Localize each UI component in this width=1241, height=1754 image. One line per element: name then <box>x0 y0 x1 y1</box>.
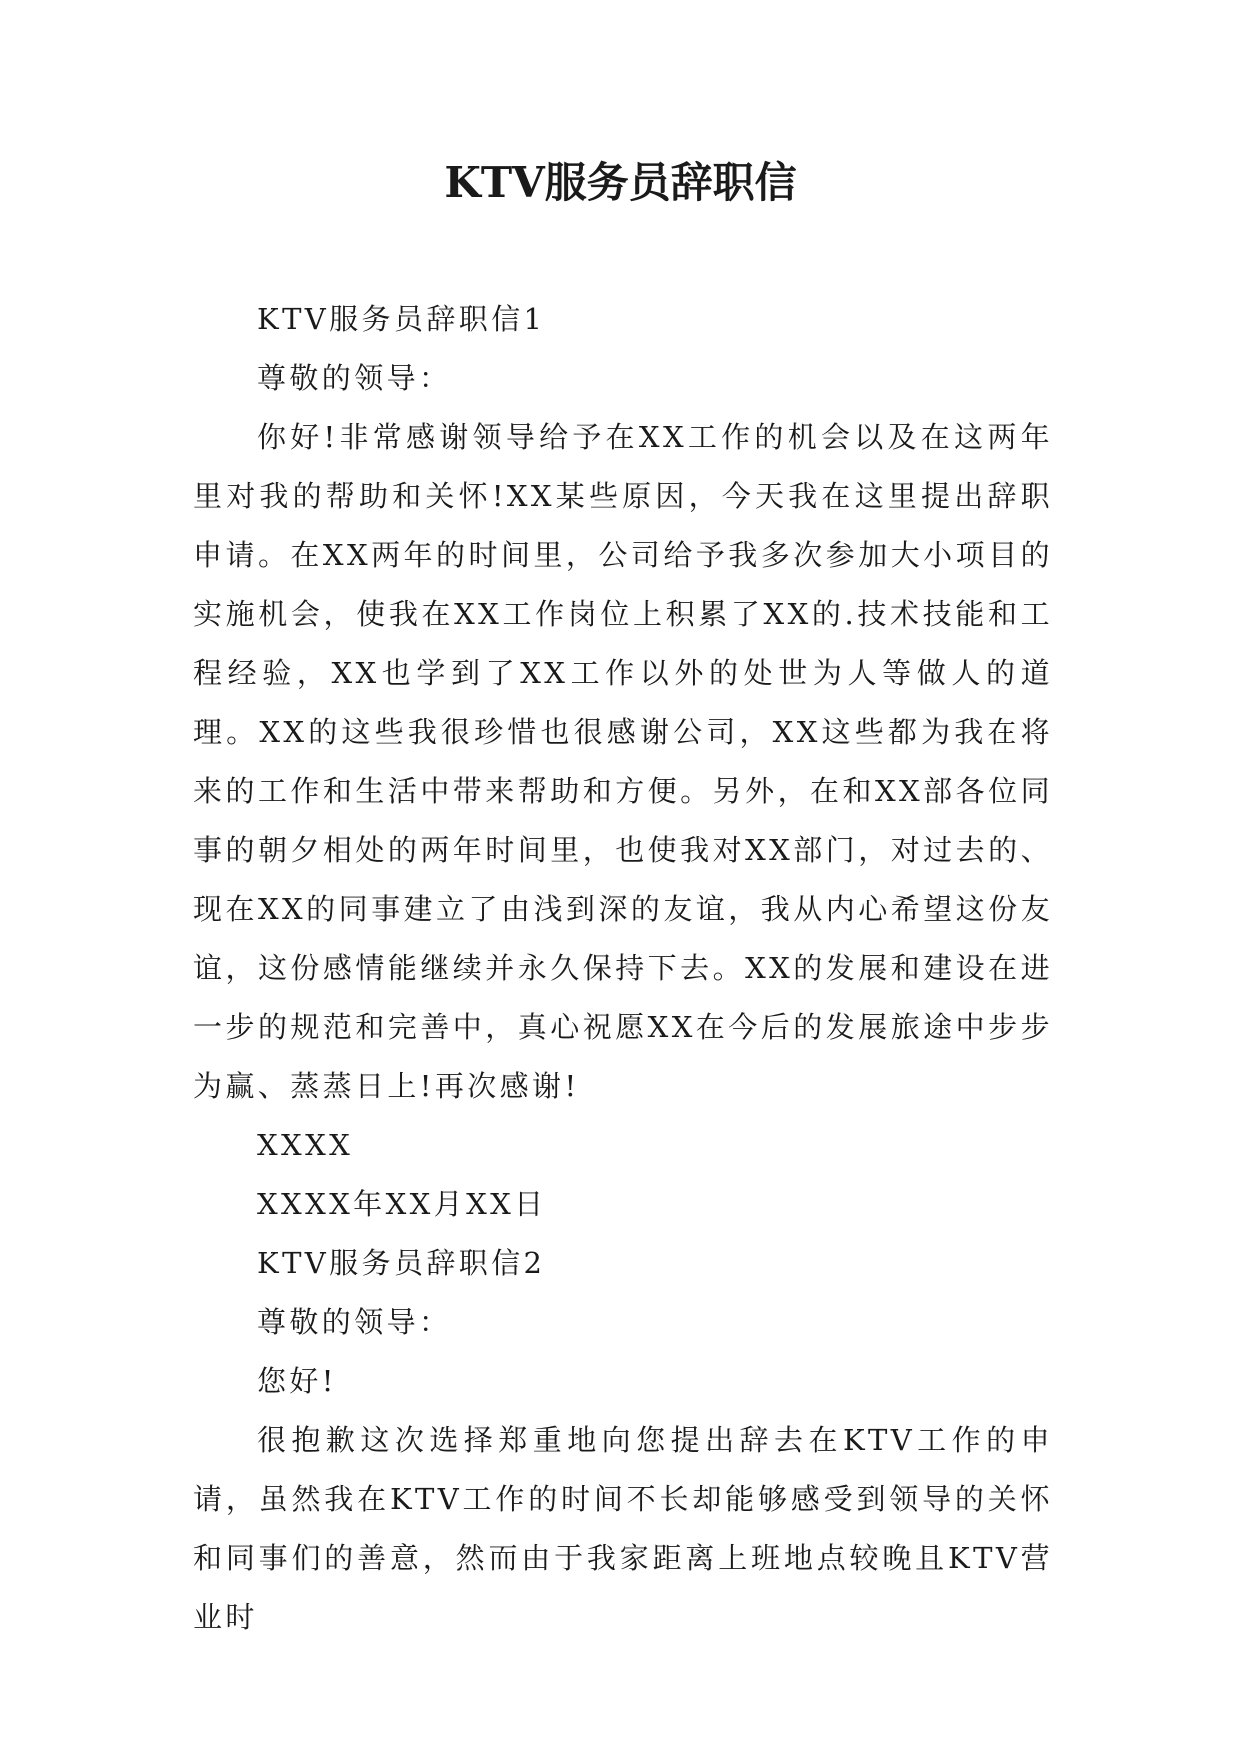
letter-1-date: XXXX年XX月XX日 <box>257 1187 547 1221</box>
letter-2-heading: KTV服务员辞职信2 <box>257 1246 546 1280</box>
letter-2-body: 很抱歉这次选择郑重地向您提出辞去在KTV工作的申请，虽然我在KTV工作的时间不长却能够感受到领导的关怀和同事们的善意，然而由于我家距离上班地点较晚且KTV营业时 <box>193 1423 1053 1634</box>
letter-1-signature: XXXX <box>257 1128 354 1162</box>
letter-1-heading: KTV服务员辞职信1 <box>257 302 546 336</box>
letter-1-body: 你好!非常感谢领导给予在XX工作的机会以及在这两年里对我的帮助和关怀!XX某些原因，今天我在这里提出辞职申请。在XX两年的时间里，公司给予我多次参加大小项目的实施机会，使我在XX工作岗位上积累了XX的.技术技能和工程经验，XX也学到了XX工作以外的处世为人等做人的道理。XX的这些我很珍惜也很感谢公司，XX这些都为我在将来的工作和生活中带来帮助和方便。另外，在和XX部各位同事的朝夕相处的两年时间里，也使我对XX部门，对过去的、现在XX的同事建立了由浅到深的友谊，我从内心希望这份友谊，这份感情能继续并永久保持下去。XX的发展和建设在进一步的规范和完善中，真心祝愿XX在今后的发展旅途中步步为赢、蒸蒸日上!再次感谢! <box>193 420 1053 1103</box>
document-body <box>193 290 1053 1647</box>
letter-2-salutation: 尊敬的领导： <box>257 1305 452 1339</box>
letter-1-salutation: 尊敬的领导： <box>257 361 452 395</box>
document-title: KTV服务员辞职信 <box>444 158 797 207</box>
letter-2-greeting: 您好! <box>257 1364 337 1398</box>
